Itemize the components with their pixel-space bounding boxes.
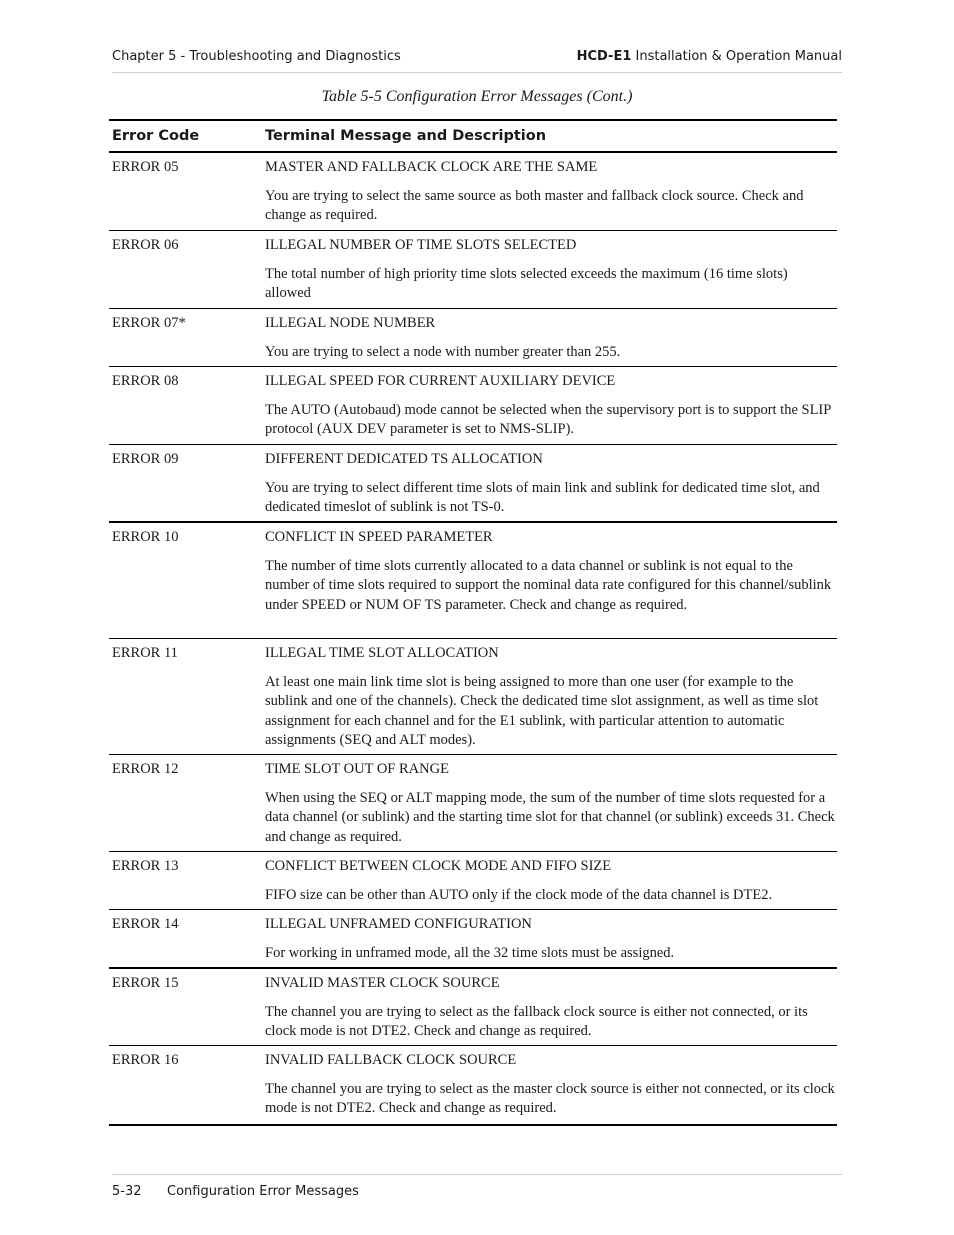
error-description: The total number of high priority time slots selected exceeds the maximum (16 time slots) allowed [265,266,788,302]
table-header [109,121,837,153]
error-code: ERROR 10 [112,529,179,545]
terminal-message: MASTER AND FALLBACK CLOCK ARE THE SAME [265,159,598,175]
table-row [109,852,837,910]
error-description: For working in unframed mode, all the 32 time slots must be assigned. [265,945,675,961]
terminal-message: ILLEGAL NUMBER OF TIME SLOTS SELECTED [265,237,577,253]
error-description: The AUTO (Autobaud) mode cannot be selected when the supervisory port is to support the SLIP protocol (AUX DEV parameter is set to NMS-SLIP). [265,402,831,438]
table-row [109,910,837,969]
manual-title [577,49,842,64]
terminal-message: INVALID MASTER CLOCK SOURCE [265,975,500,991]
error-description: When using the SEQ or ALT mapping mode, the sum of the number of time slots requested for a data channel (or sublink) and the starting time slot for that channel (or sublink) exceeds 31. Check and change as required. [265,790,835,845]
terminal-message: CONFLICT IN SPEED PARAMETER [265,529,493,545]
error-description: You are trying to select different time slots of main link and sublink for dedicated time slot, and dedicated timeslot of sublink is not TS-0. [265,480,820,516]
table-caption: Table 5-5 Configuration Error Messages (Cont.) [321,88,633,105]
table-row [109,367,837,445]
error-description: The number of time slots currently allocated to a data channel or sublink is not equal to the number of time slots required to support the nominal data rate configured for this channel/sublink under SPEED or NUM OF TS parameter. Check and change as required. [265,558,832,613]
terminal-message: ILLEGAL SPEED FOR CURRENT AUXILIARY DEVICE [265,373,616,389]
page-number: 5-32 [112,1184,142,1199]
table-row [109,153,837,231]
error-code: ERROR 15 [112,975,179,991]
table-row [109,445,837,523]
table-row [109,1046,837,1126]
terminal-message: DIFFERENT DEDICATED TS ALLOCATION [265,451,543,467]
column-header-message: Terminal Message and Description [265,128,547,144]
error-code: ERROR 09 [112,451,179,467]
table-row [109,309,837,367]
error-description: The channel you are trying to select as the master clock source is either not connected, or its clock mode is not DTE2. Check and change as required. [265,1081,835,1117]
error-code: ERROR 12 [112,761,179,777]
terminal-message: ILLEGAL NODE NUMBER [265,315,436,331]
table-row [109,231,837,309]
product-name: HCD-E1 [576,49,632,64]
error-code: ERROR 13 [112,858,179,874]
error-code: ERROR 14 [112,916,179,932]
manual-name: Installation & Operation Manual [631,49,842,64]
error-code: ERROR 11 [112,645,178,661]
footer-section-title: Configuration Error Messages [167,1184,359,1199]
error-code: ERROR 16 [112,1052,179,1068]
page-header [112,48,842,73]
chapter-title: Chapter 5 - Troubleshooting and Diagnostics [112,49,401,64]
error-description: You are trying to select the same source as both master and fallback clock source. Check and change as required. [265,188,804,224]
table-row [109,523,837,639]
table-row [109,755,837,852]
terminal-message: CONFLICT BETWEEN CLOCK MODE AND FIFO SIZE [265,858,612,874]
terminal-message: ILLEGAL TIME SLOT ALLOCATION [265,645,499,661]
page-footer [112,1174,842,1199]
terminal-message: TIME SLOT OUT OF RANGE [265,761,449,777]
error-description: FIFO size can be other than AUTO only if the clock mode of the data channel is DTE2. [265,887,773,903]
column-header-code: Error Code [112,128,200,144]
error-code: ERROR 06 [112,237,179,253]
terminal-message: INVALID FALLBACK CLOCK SOURCE [265,1052,517,1068]
table-row [109,969,837,1046]
terminal-message: ILLEGAL UNFRAMED CONFIGURATION [265,916,532,932]
error-code: ERROR 08 [112,373,179,389]
error-description: At least one main link time slot is being assigned to more than one user (for example to the sublink and one of the channels). Check the dedicated time slot assignment, as well as time slot assignment for each channel and for the E1 sublink, with particular attention to automatic assignments (SEQ and ALT modes). [265,674,819,748]
error-description: You are trying to select a node with number greater than 255. [265,344,621,360]
error-table [109,119,837,1126]
error-code: ERROR 07* [112,315,186,331]
error-description: The channel you are trying to select as the fallback clock source is either not connected, or its clock mode is not DTE2. Check and change as required. [265,1004,808,1040]
error-code: ERROR 05 [112,159,179,175]
table-row [109,639,837,755]
